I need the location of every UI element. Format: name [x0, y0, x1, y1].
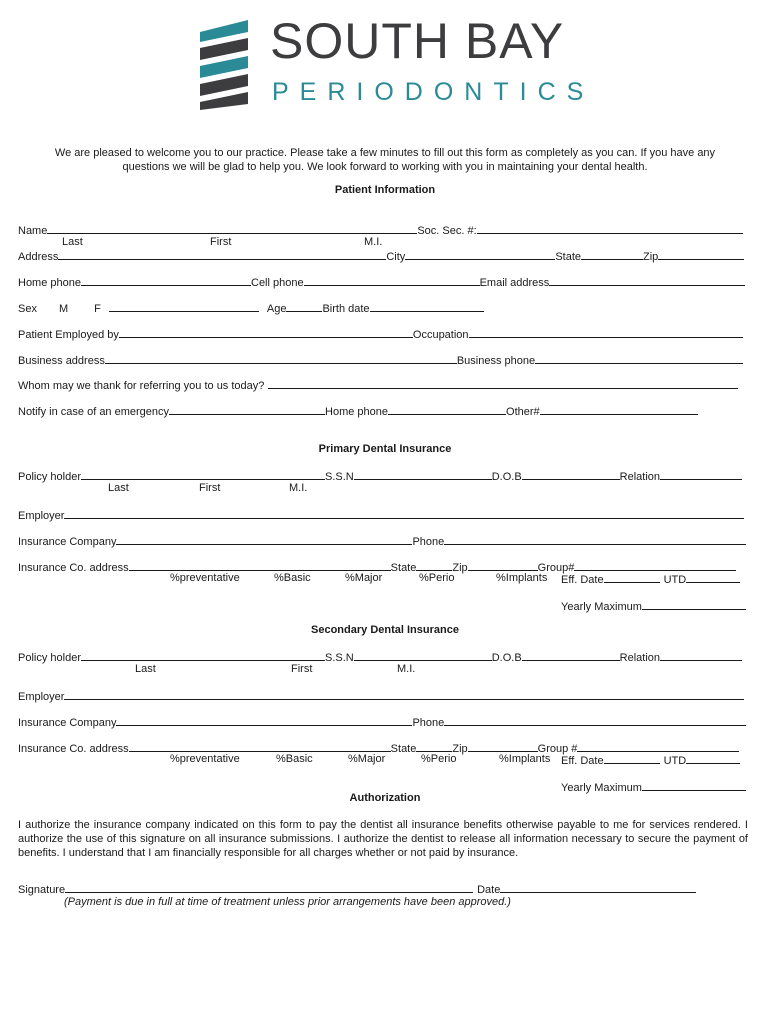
email-label: Email address	[479, 277, 550, 289]
secondary-state-field[interactable]	[416, 740, 452, 752]
primary-preventative-label: %preventative	[170, 572, 240, 584]
primary-group-field[interactable]	[574, 559, 736, 571]
emergency-home-phone-label: Home phone	[325, 406, 389, 418]
secondary-zip-field[interactable]	[468, 740, 538, 752]
primary-yearly-max-field[interactable]	[642, 598, 746, 610]
primary-ins-address-field[interactable]	[129, 559, 391, 571]
secondary-mi-sublabel: M.I.	[397, 663, 416, 675]
secondary-ins-address-label: Insurance Co. address	[18, 743, 129, 755]
primary-implants-label: %Implants	[496, 572, 548, 584]
primary-ins-company-label: Insurance Company	[18, 536, 117, 548]
date-field[interactable]	[500, 881, 696, 893]
secondary-policy-row	[18, 649, 742, 663]
emergency-home-phone-field[interactable]	[388, 403, 506, 415]
name-field[interactable]	[47, 222, 417, 234]
primary-mi-sublabel: M.I.	[289, 482, 308, 494]
primary-eff-date-label: Eff. Date	[561, 574, 604, 586]
primary-perio-label: %Perio	[419, 572, 455, 584]
secondary-ins-address-field[interactable]	[129, 740, 391, 752]
soc-sec-field[interactable]	[477, 222, 743, 234]
primary-ssn-label: S.S.N	[324, 471, 354, 483]
secondary-utd-label: UTD	[663, 755, 687, 767]
secondary-last-sublabel: Last	[135, 663, 156, 675]
payment-note: (Payment is due in full at time of treatment unless prior arrangements have been approved.)	[64, 896, 511, 908]
secondary-preventative-label: %preventative	[170, 753, 240, 765]
primary-employer-row	[18, 507, 744, 521]
emergency-other-field[interactable]	[540, 403, 698, 415]
primary-ssn-field[interactable]	[354, 468, 492, 480]
state-label: State	[555, 251, 581, 263]
primary-employer-label: Employer	[18, 510, 65, 522]
emergency-row	[18, 403, 698, 417]
primary-company-row	[18, 533, 746, 547]
business-phone-label: Business phone	[456, 355, 536, 367]
primary-first-sublabel: First	[199, 482, 221, 494]
city-field[interactable]	[405, 248, 555, 260]
secondary-phone-field[interactable]	[444, 714, 746, 726]
address-field[interactable]	[58, 248, 386, 260]
name-label: Name	[18, 225, 48, 237]
primary-dob-label: D.O.B	[491, 471, 522, 483]
secondary-policy-holder-label: Policy holder	[18, 652, 81, 664]
secondary-ssn-field[interactable]	[354, 649, 492, 661]
primary-state-field[interactable]	[416, 559, 452, 571]
primary-policy-holder-field[interactable]	[81, 468, 325, 480]
cell-phone-field[interactable]	[304, 274, 480, 286]
home-phone-field[interactable]	[81, 274, 251, 286]
age-label: Age	[266, 303, 287, 315]
primary-insurance-heading: Primary Dental Insurance	[318, 443, 452, 455]
primary-phone-label: Phone	[412, 536, 445, 548]
secondary-major-label: %Major	[348, 753, 386, 765]
primary-ins-company-field[interactable]	[116, 533, 412, 545]
secondary-eff-date-field[interactable]	[604, 752, 660, 764]
secondary-utd-field[interactable]	[686, 752, 740, 764]
primary-relation-label: Relation	[619, 471, 661, 483]
employed-by-label: Patient Employed by	[18, 329, 119, 341]
secondary-employer-row	[18, 688, 744, 702]
birth-date-field[interactable]	[370, 300, 484, 312]
secondary-implants-label: %Implants	[499, 753, 551, 765]
date-label: Date	[477, 884, 501, 896]
secondary-company-row	[18, 714, 746, 728]
address-label: Address	[18, 251, 59, 263]
sex-field[interactable]	[109, 300, 259, 312]
secondary-phone-label: Phone	[412, 717, 445, 729]
secondary-ins-company-field[interactable]	[116, 714, 412, 726]
secondary-first-sublabel: First	[291, 663, 313, 675]
phone-row	[18, 274, 745, 288]
primary-major-label: %Major	[345, 572, 383, 584]
primary-yearly-max-row	[561, 598, 746, 612]
intro-text: We are pleased to welcome you to our practice. Please take a few minutes to fill out this form as completely as you can. If you have any questions we will be glad to help you. We look forward to working with you in maintaining your dental health.	[54, 147, 716, 173]
sex-m-option[interactable]: M	[58, 303, 69, 315]
secondary-group-label: Group #	[537, 743, 578, 755]
primary-zip-label: Zip	[452, 562, 468, 574]
primary-eff-date-field[interactable]	[604, 571, 660, 583]
sex-label: Sex	[18, 303, 37, 315]
secondary-eff-date-label: Eff. Date	[561, 755, 604, 767]
primary-last-sublabel: Last	[108, 482, 129, 494]
mi-sublabel: M.I.	[364, 236, 383, 248]
patient-info-heading: Patient Information	[334, 184, 436, 196]
signature-field[interactable]	[65, 881, 473, 893]
primary-utd-label: UTD	[663, 574, 687, 586]
primary-phone-field[interactable]	[444, 533, 746, 545]
business-address-field[interactable]	[105, 352, 457, 364]
zip-label: Zip	[643, 251, 659, 263]
secondary-dob-label: D.O.B	[491, 652, 522, 664]
last-sublabel: Last	[62, 236, 83, 248]
secondary-ssn-label: S.S.N	[324, 652, 354, 664]
secondary-relation-field[interactable]	[660, 649, 742, 661]
state-field[interactable]	[581, 248, 643, 260]
soc-sec-label: Soc. Sec. #:	[417, 225, 477, 237]
secondary-yearly-max-field[interactable]	[642, 779, 746, 791]
primary-zip-field[interactable]	[468, 559, 538, 571]
zip-field[interactable]	[658, 248, 744, 260]
secondary-employer-field[interactable]	[64, 688, 744, 700]
occupation-field[interactable]	[469, 326, 743, 338]
primary-dob-field[interactable]	[522, 468, 620, 480]
employed-row	[18, 326, 743, 340]
first-sublabel: First	[210, 236, 232, 248]
authorization-text: I authorize the insurance company indicated on this form to pay the dentist all insurance benefits otherwise payable to me for services rendered. I authorize the use of this signature on all insurance submissions. I authorize the dentist to release all information necessary to secure the payment of benefits. I understand that I am financially responsible for all charges whether or not paid by insurance.	[18, 819, 748, 859]
authorization-heading: Authorization	[349, 792, 421, 804]
secondary-basic-label: %Basic	[276, 753, 313, 765]
emergency-label: Notify in case of an emergency	[18, 406, 170, 418]
secondary-ins-company-label: Insurance Company	[18, 717, 117, 729]
primary-yearly-max-label: Yearly Maximum	[561, 601, 642, 613]
referral-field[interactable]	[268, 377, 738, 389]
address-row	[18, 248, 744, 262]
secondary-zip-label: Zip	[452, 743, 468, 755]
primary-relation-field[interactable]	[660, 468, 742, 480]
business-address-label: Business address	[18, 355, 105, 367]
signature-label: Signature	[18, 884, 66, 896]
secondary-perio-label: %Perio	[421, 753, 457, 765]
signature-row	[18, 881, 696, 895]
secondary-eff-utd-row	[561, 752, 740, 766]
primary-policy-row	[18, 468, 742, 482]
city-label: City	[386, 251, 406, 263]
primary-basic-label: %Basic	[274, 572, 311, 584]
primary-utd-field[interactable]	[686, 571, 740, 583]
secondary-relation-label: Relation	[619, 652, 661, 664]
primary-eff-utd-row	[561, 571, 740, 585]
employed-by-field[interactable]	[119, 326, 413, 338]
emergency-other-label: Other#	[506, 406, 540, 418]
emergency-field[interactable]	[169, 403, 325, 415]
cell-phone-label: Cell phone	[251, 277, 304, 289]
logo-title: SOUTH BAY	[270, 13, 565, 69]
logo-subtitle: PERIODONTICS	[272, 78, 595, 106]
referral-label: Whom may we thank for referring you to us today?	[18, 380, 265, 392]
secondary-insurance-heading: Secondary Dental Insurance	[311, 624, 459, 636]
sex-f-option[interactable]: F	[94, 303, 101, 315]
secondary-employer-label: Employer	[18, 691, 65, 703]
secondary-dob-field[interactable]	[522, 649, 620, 661]
primary-group-label: Group#	[537, 562, 575, 574]
primary-employer-field[interactable]	[64, 507, 744, 519]
email-field[interactable]	[549, 274, 745, 286]
primary-policy-holder-label: Policy holder	[18, 471, 81, 483]
sex-row	[18, 300, 484, 314]
business-phone-field[interactable]	[535, 352, 743, 364]
referral-row	[18, 377, 738, 391]
secondary-yearly-max-row	[561, 779, 746, 793]
logo-mark-icon	[196, 18, 256, 112]
primary-state-label: State	[390, 562, 417, 574]
secondary-yearly-max-label: Yearly Maximum	[561, 782, 642, 794]
secondary-policy-holder-field[interactable]	[81, 649, 325, 661]
primary-ins-address-label: Insurance Co. address	[18, 562, 129, 574]
age-field[interactable]	[286, 300, 322, 312]
business-row	[18, 352, 743, 366]
home-phone-label: Home phone	[18, 277, 81, 289]
birth-date-label: Birth date	[322, 303, 370, 315]
name-row	[18, 222, 743, 236]
occupation-label: Occupation	[412, 329, 469, 341]
secondary-group-field[interactable]	[577, 740, 739, 752]
secondary-state-label: State	[390, 743, 417, 755]
